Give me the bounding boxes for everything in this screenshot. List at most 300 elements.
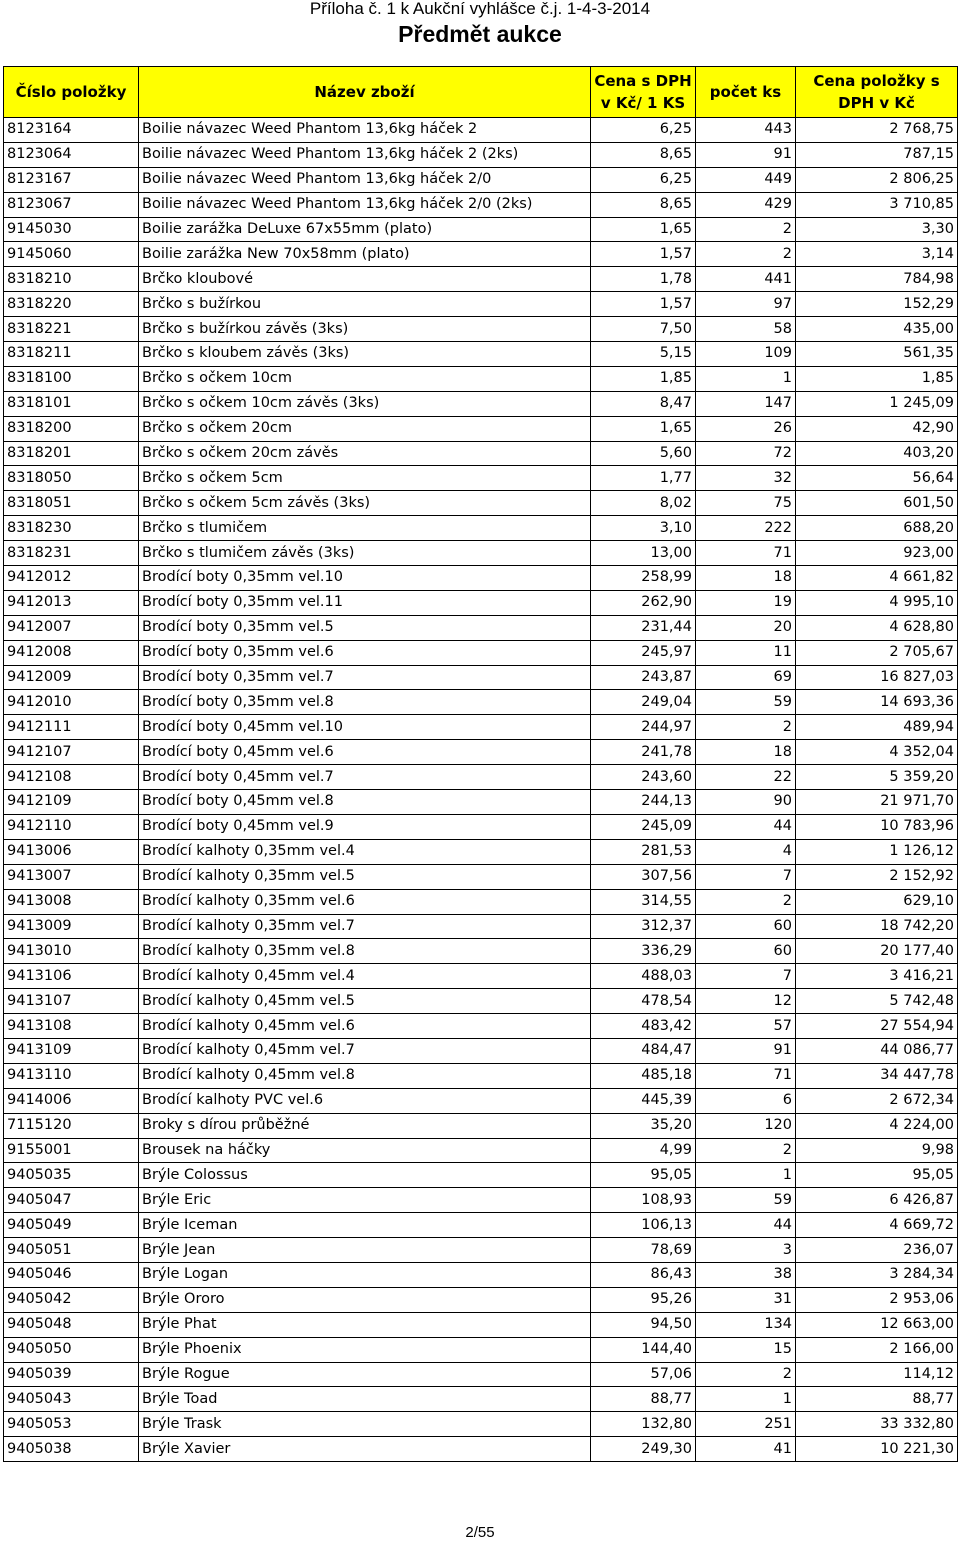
cell-name: Brýle Colossus (139, 1163, 591, 1188)
cell-unit-price: 3,10 (591, 516, 696, 541)
cell-unit-price: 245,09 (591, 814, 696, 839)
table-row (4, 839, 958, 864)
cell-code: 8123164 (4, 118, 139, 143)
cell-name: Brodící boty 0,35mm vel.10 (139, 566, 591, 591)
table-row (4, 790, 958, 815)
cell-total: 21 971,70 (796, 790, 958, 815)
cell-qty: 120 (696, 1113, 796, 1138)
cell-name: Brýle Ororo (139, 1287, 591, 1312)
table-row (4, 740, 958, 765)
cell-total: 4 352,04 (796, 740, 958, 765)
cell-code: 9412013 (4, 590, 139, 615)
table-row (4, 715, 958, 740)
cell-unit-price: 245,97 (591, 640, 696, 665)
cell-total: 2 166,00 (796, 1337, 958, 1362)
document-subtitle: Příloha č. 1 k Aukční vyhlášce č.j. 1-4-3-2014 (309, 0, 651, 18)
cell-qty: 443 (696, 118, 796, 143)
table-row (4, 1038, 958, 1063)
cell-name: Brodící kalhoty 0,45mm vel.5 (139, 989, 591, 1014)
cell-unit-price: 281,53 (591, 839, 696, 864)
table-row (4, 1337, 958, 1362)
cell-name: Brýle Toad (139, 1387, 591, 1412)
cell-total: 88,77 (796, 1387, 958, 1412)
cell-qty: 1 (696, 1163, 796, 1188)
cell-code: 8318211 (4, 342, 139, 367)
table-row (4, 441, 958, 466)
table-row (4, 964, 958, 989)
column-header-code: Číslo položky (4, 67, 139, 118)
cell-name: Brčko s očkem 5cm závěs (3ks) (139, 491, 591, 516)
cell-qty: 72 (696, 441, 796, 466)
table-row (4, 217, 958, 242)
cell-name: Brodící kalhoty 0,45mm vel.7 (139, 1038, 591, 1063)
cell-code: 9413106 (4, 964, 139, 989)
column-header-name: Název zboží (139, 67, 591, 118)
cell-qty: 251 (696, 1412, 796, 1437)
cell-qty: 2 (696, 715, 796, 740)
cell-unit-price: 5,60 (591, 441, 696, 466)
cell-qty: 60 (696, 914, 796, 939)
cell-name: Brčko s očkem 10cm závěs (3ks) (139, 391, 591, 416)
cell-total: 3 416,21 (796, 964, 958, 989)
cell-code: 8318050 (4, 466, 139, 491)
cell-unit-price: 1,57 (591, 292, 696, 317)
cell-total: 3,30 (796, 217, 958, 242)
cell-code: 9413107 (4, 989, 139, 1014)
table-row (4, 1238, 958, 1263)
table-row (4, 142, 958, 167)
cell-name: Brýle Phoenix (139, 1337, 591, 1362)
cell-qty: 58 (696, 317, 796, 342)
cell-code: 9413109 (4, 1038, 139, 1063)
table-row (4, 366, 958, 391)
cell-name: Brčko kloubové (139, 267, 591, 292)
cell-code: 9412010 (4, 690, 139, 715)
cell-name: Brodící boty 0,45mm vel.6 (139, 740, 591, 765)
cell-code: 9412109 (4, 790, 139, 815)
cell-code: 9413009 (4, 914, 139, 939)
cell-unit-price: 1,65 (591, 217, 696, 242)
table-row (4, 1088, 958, 1113)
cell-total: 403,20 (796, 441, 958, 466)
cell-name: Brčko s očkem 20cm (139, 416, 591, 441)
table-row (4, 1262, 958, 1287)
table-row (4, 914, 958, 939)
table-row (4, 167, 958, 192)
cell-total: 688,20 (796, 516, 958, 541)
cell-code: 9405051 (4, 1238, 139, 1263)
cell-name: Brýle Trask (139, 1412, 591, 1437)
cell-unit-price: 445,39 (591, 1088, 696, 1113)
cell-qty: 60 (696, 939, 796, 964)
cell-code: 9412107 (4, 740, 139, 765)
cell-unit-price: 7,50 (591, 317, 696, 342)
cell-code: 9405048 (4, 1312, 139, 1337)
cell-unit-price: 106,13 (591, 1213, 696, 1238)
cell-qty: 15 (696, 1337, 796, 1362)
table-row (4, 1188, 958, 1213)
cell-code: 8318230 (4, 516, 139, 541)
cell-total: 16 827,03 (796, 665, 958, 690)
cell-unit-price: 13,00 (591, 541, 696, 566)
cell-unit-price: 132,80 (591, 1412, 696, 1437)
document-title: Předmět aukce (398, 21, 562, 47)
cell-code: 9405047 (4, 1188, 139, 1213)
cell-total: 1,85 (796, 366, 958, 391)
cell-code: 8318200 (4, 416, 139, 441)
cell-qty: 147 (696, 391, 796, 416)
cell-total: 20 177,40 (796, 939, 958, 964)
cell-total: 3 710,85 (796, 192, 958, 217)
cell-total: 44 086,77 (796, 1038, 958, 1063)
cell-code: 8318210 (4, 267, 139, 292)
cell-qty: 71 (696, 1063, 796, 1088)
cell-name: Brčko s bužírkou (139, 292, 591, 317)
cell-unit-price: 336,29 (591, 939, 696, 964)
table-row (4, 466, 958, 491)
cell-name: Brýle Iceman (139, 1213, 591, 1238)
cell-qty: 75 (696, 491, 796, 516)
page-number: 2/55 (465, 1524, 495, 1541)
cell-code: 8318231 (4, 541, 139, 566)
cell-unit-price: 249,30 (591, 1437, 696, 1462)
cell-unit-price: 8,65 (591, 142, 696, 167)
cell-unit-price: 94,50 (591, 1312, 696, 1337)
cell-name: Brodící boty 0,35mm vel.7 (139, 665, 591, 690)
cell-qty: 7 (696, 964, 796, 989)
table-row (4, 1387, 958, 1412)
table-row (4, 814, 958, 839)
cell-unit-price: 8,65 (591, 192, 696, 217)
cell-unit-price: 1,57 (591, 242, 696, 267)
cell-unit-price: 95,26 (591, 1287, 696, 1312)
cell-qty: 91 (696, 1038, 796, 1063)
cell-code: 9412012 (4, 566, 139, 591)
cell-total: 236,07 (796, 1238, 958, 1263)
table-row (4, 1113, 958, 1138)
cell-qty: 59 (696, 1188, 796, 1213)
table-row (4, 939, 958, 964)
cell-total: 27 554,94 (796, 1014, 958, 1039)
cell-code: 8318051 (4, 491, 139, 516)
cell-total: 2 768,75 (796, 118, 958, 143)
cell-total: 784,98 (796, 267, 958, 292)
cell-code: 9145060 (4, 242, 139, 267)
cell-total: 2 806,25 (796, 167, 958, 192)
cell-qty: 57 (696, 1014, 796, 1039)
cell-unit-price: 243,87 (591, 665, 696, 690)
cell-code: 8318220 (4, 292, 139, 317)
cell-code: 9413008 (4, 889, 139, 914)
cell-unit-price: 231,44 (591, 615, 696, 640)
cell-name: Brodící kalhoty 0,45mm vel.8 (139, 1063, 591, 1088)
table-row (4, 864, 958, 889)
cell-qty: 1 (696, 366, 796, 391)
cell-code: 9412007 (4, 615, 139, 640)
cell-unit-price: 4,99 (591, 1138, 696, 1163)
cell-unit-price: 244,13 (591, 790, 696, 815)
cell-qty: 2 (696, 889, 796, 914)
cell-name: Brodící boty 0,45mm vel.8 (139, 790, 591, 815)
cell-code: 8318221 (4, 317, 139, 342)
cell-total: 18 742,20 (796, 914, 958, 939)
cell-total: 435,00 (796, 317, 958, 342)
cell-qty: 38 (696, 1262, 796, 1287)
cell-qty: 20 (696, 615, 796, 640)
cell-qty: 441 (696, 267, 796, 292)
cell-code: 9405043 (4, 1387, 139, 1412)
cell-code: 8318100 (4, 366, 139, 391)
cell-total: 95,05 (796, 1163, 958, 1188)
table-row (4, 889, 958, 914)
column-header-qty: počet ks (696, 67, 796, 118)
cell-code: 9405035 (4, 1163, 139, 1188)
table-row (4, 640, 958, 665)
cell-name: Brodící kalhoty PVC vel.6 (139, 1088, 591, 1113)
cell-code: 7115120 (4, 1113, 139, 1138)
cell-code: 9413007 (4, 864, 139, 889)
cell-qty: 90 (696, 790, 796, 815)
cell-unit-price: 249,04 (591, 690, 696, 715)
cell-qty: 91 (696, 142, 796, 167)
cell-total: 787,15 (796, 142, 958, 167)
cell-qty: 6 (696, 1088, 796, 1113)
cell-unit-price: 35,20 (591, 1113, 696, 1138)
cell-qty: 41 (696, 1437, 796, 1462)
cell-name: Boilie zarážka New 70x58mm (plato) (139, 242, 591, 267)
table-row (4, 690, 958, 715)
cell-name: Brčko s očkem 5cm (139, 466, 591, 491)
cell-code: 9412111 (4, 715, 139, 740)
column-header-total: Cena položky s DPH v Kč (796, 67, 958, 118)
cell-name: Brodící boty 0,35mm vel.11 (139, 590, 591, 615)
table-row (4, 342, 958, 367)
cell-code: 9412108 (4, 765, 139, 790)
cell-unit-price: 1,78 (591, 267, 696, 292)
cell-unit-price: 483,42 (591, 1014, 696, 1039)
cell-code: 8123067 (4, 192, 139, 217)
cell-unit-price: 88,77 (591, 1387, 696, 1412)
cell-unit-price: 57,06 (591, 1362, 696, 1387)
cell-unit-price: 262,90 (591, 590, 696, 615)
table-row (4, 1014, 958, 1039)
table-row (4, 317, 958, 342)
cell-code: 9405050 (4, 1337, 139, 1362)
cell-code: 9413110 (4, 1063, 139, 1088)
cell-qty: 32 (696, 466, 796, 491)
cell-total: 9,98 (796, 1138, 958, 1163)
column-header-unit-price: Cena s DPH v Kč/ 1 KS (591, 67, 696, 118)
cell-code: 9405053 (4, 1412, 139, 1437)
cell-total: 4 669,72 (796, 1213, 958, 1238)
cell-code: 9412008 (4, 640, 139, 665)
cell-qty: 134 (696, 1312, 796, 1337)
cell-code: 9405049 (4, 1213, 139, 1238)
table-row (4, 242, 958, 267)
cell-name: Brodící kalhoty 0,35mm vel.6 (139, 889, 591, 914)
table-row (4, 292, 958, 317)
cell-unit-price: 8,47 (591, 391, 696, 416)
cell-qty: 18 (696, 566, 796, 591)
cell-total: 4 628,80 (796, 615, 958, 640)
cell-total: 6 426,87 (796, 1188, 958, 1213)
cell-qty: 7 (696, 864, 796, 889)
cell-total: 2 672,34 (796, 1088, 958, 1113)
cell-total: 5 359,20 (796, 765, 958, 790)
table-row (4, 491, 958, 516)
cell-total: 1 245,09 (796, 391, 958, 416)
cell-total: 114,12 (796, 1362, 958, 1387)
table-row (4, 267, 958, 292)
cell-qty: 2 (696, 1138, 796, 1163)
cell-total: 923,00 (796, 541, 958, 566)
table-row (4, 1138, 958, 1163)
cell-code: 9155001 (4, 1138, 139, 1163)
cell-total: 42,90 (796, 416, 958, 441)
cell-name: Brýle Logan (139, 1262, 591, 1287)
table-row (4, 1362, 958, 1387)
cell-total: 4 995,10 (796, 590, 958, 615)
cell-total: 2 953,06 (796, 1287, 958, 1312)
table-row (4, 989, 958, 1014)
table-row (4, 192, 958, 217)
cell-qty: 449 (696, 167, 796, 192)
cell-name: Brodící kalhoty 0,45mm vel.4 (139, 964, 591, 989)
table-row (4, 590, 958, 615)
table-row (4, 1063, 958, 1088)
cell-qty: 11 (696, 640, 796, 665)
cell-qty: 44 (696, 814, 796, 839)
cell-code: 9413006 (4, 839, 139, 864)
cell-name: Boilie návazec Weed Phantom 13,6kg háček 2/0 (139, 167, 591, 192)
cell-name: Brodící kalhoty 0,45mm vel.6 (139, 1014, 591, 1039)
cell-qty: 19 (696, 590, 796, 615)
cell-unit-price: 5,15 (591, 342, 696, 367)
cell-qty: 59 (696, 690, 796, 715)
cell-qty: 71 (696, 541, 796, 566)
cell-qty: 3 (696, 1238, 796, 1263)
cell-total: 5 742,48 (796, 989, 958, 1014)
cell-unit-price: 485,18 (591, 1063, 696, 1088)
cell-code: 9413108 (4, 1014, 139, 1039)
cell-total: 10 221,30 (796, 1437, 958, 1462)
cell-name: Boilie návazec Weed Phantom 13,6kg háček 2 (2ks) (139, 142, 591, 167)
table-row (4, 516, 958, 541)
cell-total: 33 332,80 (796, 1412, 958, 1437)
cell-name: Boilie návazec Weed Phantom 13,6kg háček 2/0 (2ks) (139, 192, 591, 217)
table-row (4, 416, 958, 441)
cell-qty: 44 (696, 1213, 796, 1238)
cell-code: 9414006 (4, 1088, 139, 1113)
cell-name: Brčko s tlumičem závěs (3ks) (139, 541, 591, 566)
cell-name: Brčko s očkem 20cm závěs (139, 441, 591, 466)
cell-code: 8318101 (4, 391, 139, 416)
cell-unit-price: 484,47 (591, 1038, 696, 1063)
cell-qty: 2 (696, 217, 796, 242)
cell-code: 9413010 (4, 939, 139, 964)
table-row (4, 391, 958, 416)
cell-code: 9412110 (4, 814, 139, 839)
cell-code: 9405046 (4, 1262, 139, 1287)
cell-unit-price: 478,54 (591, 989, 696, 1014)
cell-total: 56,64 (796, 466, 958, 491)
cell-total: 489,94 (796, 715, 958, 740)
table-row (4, 765, 958, 790)
cell-total: 629,10 (796, 889, 958, 914)
cell-name: Brýle Xavier (139, 1437, 591, 1462)
cell-qty: 69 (696, 665, 796, 690)
cell-code: 9405039 (4, 1362, 139, 1387)
cell-name: Brčko s očkem 10cm (139, 366, 591, 391)
cell-unit-price: 243,60 (591, 765, 696, 790)
cell-name: Brýle Eric (139, 1188, 591, 1213)
cell-name: Brýle Jean (139, 1238, 591, 1263)
cell-unit-price: 6,25 (591, 118, 696, 143)
cell-name: Broky s dírou průběžné (139, 1113, 591, 1138)
cell-name: Brodící boty 0,45mm vel.10 (139, 715, 591, 740)
cell-qty: 2 (696, 1362, 796, 1387)
cell-name: Brodící kalhoty 0,35mm vel.5 (139, 864, 591, 889)
cell-unit-price: 312,37 (591, 914, 696, 939)
cell-unit-price: 244,97 (591, 715, 696, 740)
table-row (4, 566, 958, 591)
cell-total: 4 224,00 (796, 1113, 958, 1138)
cell-unit-price: 1,77 (591, 466, 696, 491)
table-row (4, 1312, 958, 1337)
table-row (4, 1163, 958, 1188)
cell-unit-price: 8,02 (591, 491, 696, 516)
cell-total: 3 284,34 (796, 1262, 958, 1287)
cell-unit-price: 78,69 (591, 1238, 696, 1263)
cell-unit-price: 488,03 (591, 964, 696, 989)
cell-name: Brčko s kloubem závěs (3ks) (139, 342, 591, 367)
cell-total: 14 693,36 (796, 690, 958, 715)
cell-code: 8318201 (4, 441, 139, 466)
cell-name: Brodící boty 0,35mm vel.8 (139, 690, 591, 715)
cell-total: 601,50 (796, 491, 958, 516)
cell-total: 4 661,82 (796, 566, 958, 591)
cell-unit-price: 1,85 (591, 366, 696, 391)
cell-name: Brýle Rogue (139, 1362, 591, 1387)
cell-total: 2 152,92 (796, 864, 958, 889)
cell-unit-price: 108,93 (591, 1188, 696, 1213)
cell-qty: 26 (696, 416, 796, 441)
cell-name: Brodící boty 0,35mm vel.5 (139, 615, 591, 640)
cell-unit-price: 144,40 (591, 1337, 696, 1362)
cell-qty: 22 (696, 765, 796, 790)
items-table (3, 66, 958, 1462)
cell-qty: 12 (696, 989, 796, 1014)
cell-qty: 1 (696, 1387, 796, 1412)
cell-qty: 4 (696, 839, 796, 864)
cell-total: 2 705,67 (796, 640, 958, 665)
cell-qty: 2 (696, 242, 796, 267)
cell-code: 8123064 (4, 142, 139, 167)
cell-name: Boilie návazec Weed Phantom 13,6kg háček 2 (139, 118, 591, 143)
cell-code: 8123167 (4, 167, 139, 192)
cell-total: 12 663,00 (796, 1312, 958, 1337)
cell-qty: 97 (696, 292, 796, 317)
table-row (4, 665, 958, 690)
cell-unit-price: 258,99 (591, 566, 696, 591)
cell-unit-price: 314,55 (591, 889, 696, 914)
table-row (4, 541, 958, 566)
cell-total: 3,14 (796, 242, 958, 267)
table-row (4, 1412, 958, 1437)
cell-code: 9412009 (4, 665, 139, 690)
cell-name: Brodící kalhoty 0,35mm vel.7 (139, 914, 591, 939)
cell-unit-price: 95,05 (591, 1163, 696, 1188)
